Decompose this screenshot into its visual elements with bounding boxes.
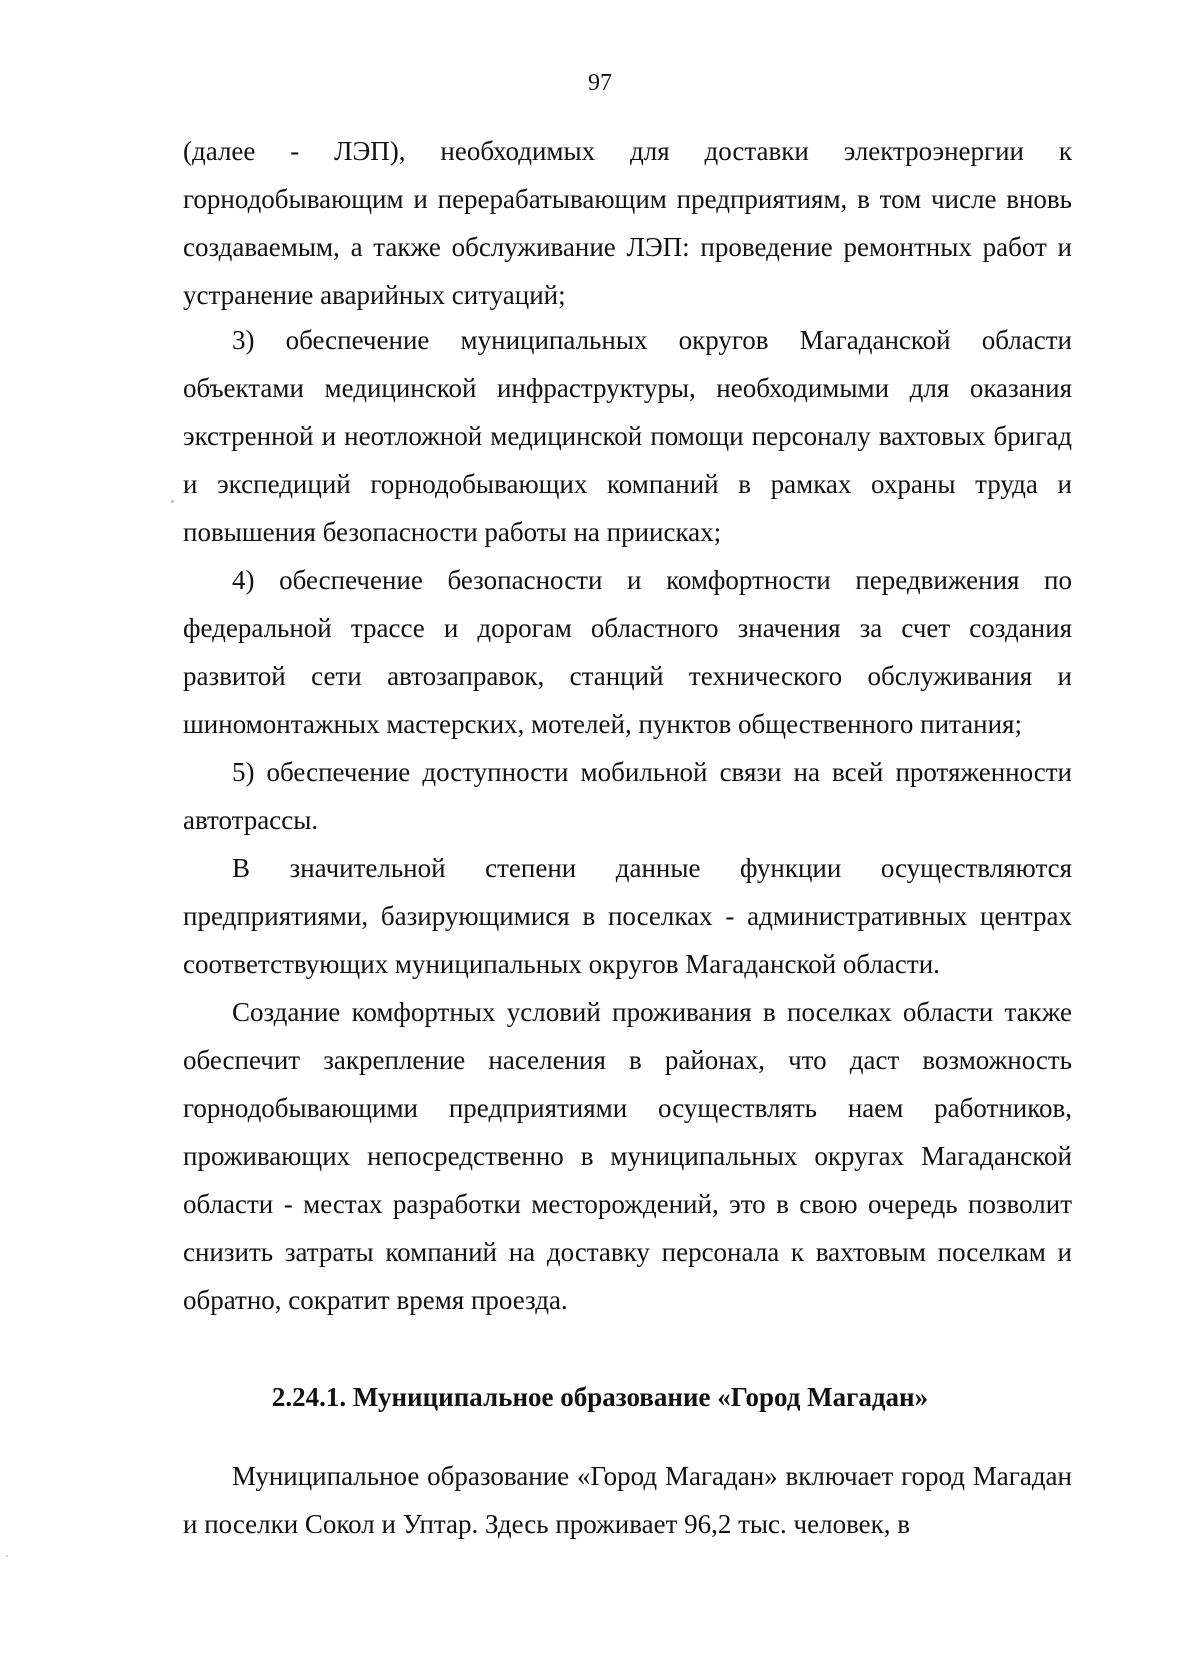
body-text <box>183 316 1072 1324</box>
paragraph-living-conditions: Создание комфортных условий проживания в поселках области также обеспечит закрепление населения в районах, что даст возможность горнодобывающими предприятиями осуществлять наем работников, проживающих непосредственно в муниципальных округах Магаданской области - местах разработки месторождений, это в свою очередь позволит снизить затраты компаний на доставку персонала к вахтовым поселкам и обратно, сократит время проезда. <box>183 997 1072 1315</box>
scan-speck <box>171 500 174 503</box>
page-number: 97 <box>588 70 612 96</box>
paragraph-item-4: 4) обеспечение безопасности и комфортности передвижения по федеральной трассе и дорогам областного значения за счет создания развитой сети автозаправок, станций технического обслуживания и шиномонтажных мастерских, мотелей, пунктов общественного питания; <box>183 565 1072 739</box>
scan-speck <box>6 1555 8 1557</box>
paragraph-functions: В значительной степени данные функции осуществляются предприятиями, базирующимися в поселках - административных центрах соответствующих муниципальных округов Магаданской области. <box>183 853 1072 979</box>
section-body-text <box>183 1452 1072 1548</box>
paragraph-magadan-intro: Муниципальное образование «Город Магадан» включает город Магадан и поселки Сокол и Уптар. Здесь проживает 96,2 тыс. человек, в <box>183 1461 1072 1539</box>
paragraph-item-3: 3) обеспечение муниципальных округов Магаданской области объектами медицинской инфраструктуры, необходимыми для оказания экстренной и неотложной медицинской помощи персоналу вахтовых бригад и экспедиций горнодобывающих компаний в рамках охраны труда и повышения безопасности работы на приисках; <box>183 325 1072 547</box>
paragraph-continuation: (далее - ЛЭП), необходимых для доставки электроэнергии к горнодобывающим и перерабатывающим предприятиям, в том числе вновь создаваемым, а также обслуживание ЛЭП: проведение ремонтных работ и устранение аварийных ситуаций; <box>183 136 1072 310</box>
section-heading: 2.24.1. Муниципальное образование «Город Магадан» <box>271 1382 929 1412</box>
body-text-continuation <box>183 127 1072 319</box>
paragraph-item-5: 5) обеспечение доступности мобильной связи на всей протяженности автотрассы. <box>183 757 1072 835</box>
